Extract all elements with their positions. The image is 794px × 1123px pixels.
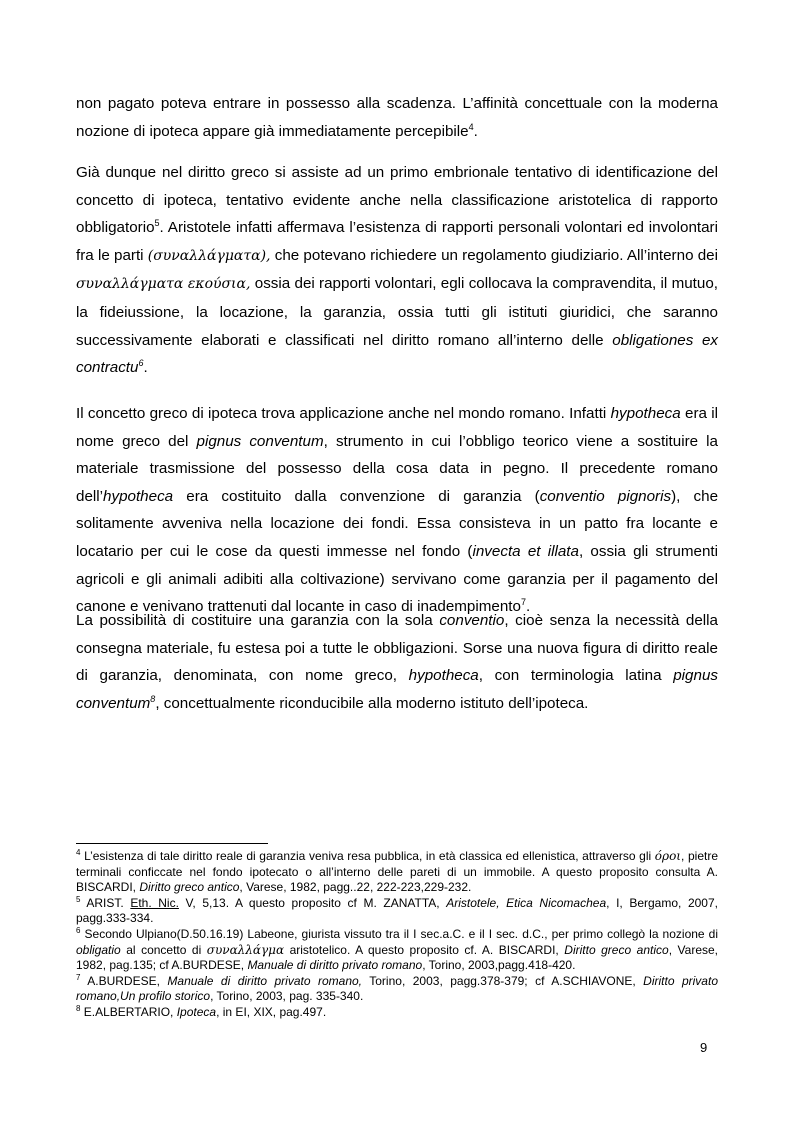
footnote-separator (76, 843, 268, 844)
greek-term: (συναλλάγματα), (147, 247, 271, 264)
paragraph-4: La possibilità di costituire una garanzia con la sola conventio, cioè senza la necessità della consegna materiale, fu estesa poi a tutte le obbligazioni. Sorse una nuova figura di diritto reale di garanzia, denominata, con nome greco, hypotheca, con terminologia latina pignus conventum$^8$, concettualmente riconducibile alla moderno istituto dell’ipoteca. (76, 612, 719, 712)
footnotes (76, 849, 718, 1021)
footnote-6: $^6$ Secondo Ulpiano(D.50.16.19) Labeone, giurista vissuto tra il I sec.a.C. e il I sec. d.C., per primo collegò la nozione di obligatio al concetto di συναλλάγμα aristotelico. A questo proposito cf. A. BISCARDI, Diritto greco antico, Varese, 1982, pag.135; cf A.BURDESE, Manuale di diritto privato romano, Torino, 2003,pagg.418-420. (76, 925, 718, 973)
footnote-4: $^4$ L’esistenza di tale diritto reale di garanzia veniva resa pubblica, in età classica ed ellenistica, attraverso gli όροι, pietre terminali conficcate nel fondo ipotecato o all’interno delle pareti di un immobile. A questo proposito consulta A. BISCARDI, Diritto greco antico, Varese, 1982, pagg..22, 222-223,229-232. (76, 848, 718, 895)
footnote-ref-5[interactable]: 5 (154, 218, 160, 229)
footnote-5: $^5$ ARIST. Eth. Nic. V, 5,13. A questo proposito cf M. ZANATTA, Aristotele, Etica Nicomachea, I, Bergamo, 2007, pagg.333-334. (76, 894, 718, 926)
greek-term: συναλλάγματα εκούσια, (76, 276, 251, 293)
page-number: 9 (700, 1040, 708, 1055)
paragraph-2: Già dunque nel diritto greco si assiste ad un primo embrionale tentativo di identificazione del concetto di ipoteca, tentativo evidente anche nella classificazione aristotelica di rapporto obbligatorio$^5$. Aristotele infatti affermava l’esistenza di rapporti personali volontari ed involontari fra le parti (συναλλάγματα), che potevano richiedere un regolamento giudiziario. All’interno dei συναλλάγματα εκούσια, ossia dei rapporti volontari, egli collocava la compravendita, il mutuo, la fideiussione, la locazione, la garanzia, ossia tutti gli istituti giuridici, che saranno successivamente elaborati e classificati nel diritto romano all’interno delle obligationes ex contractu$^6$. (76, 164, 719, 377)
paragraph-3: Il concetto greco di ipoteca trova applicazione anche nel mondo romano. Infatti hypotheca era il nome greco del pignus conventum, strumento in cui l’obbligo teorico viene a sostituire la materiale trasmissione del possesso della cosa data in pegno. Il precedente romano dell’hypotheca era costituito dalla convenzione di garanzia (conventio pignoris), che solitamente avveniva nella locazione dei fondi. Essa consisteva in un patto fra locante e locatario per cui le cose da questi immesse nel fondo (invecta et illata, ossia gli strumenti agricoli e gli animali adibiti alla coltivazione) servivano come garanzia per il pagamento del canone e venivano trattenuti dal locante in caso di inadempimento$^7$. (76, 405, 719, 616)
footnote-ref-6[interactable]: 6 (138, 358, 144, 369)
footnote-ref-4[interactable]: 4 (468, 121, 474, 132)
footnote-7: $^7$ A.BURDESE, Manuale di diritto privato romano, Torino, 2003, pagg.378-379; cf A.SCHIAVONE, Diritto privato romano,Un profilo storico, Torino, 2003, pag. 335-340. (76, 972, 718, 1004)
footnote-8: $^8$ E.ALBERTARIO, Ipoteca, in EI, XIX, pag.497. (76, 1003, 327, 1019)
footnote-ref-7[interactable]: 7 (520, 597, 526, 608)
footnote-ref-8[interactable]: 8 (150, 693, 156, 704)
paragraph-1: non pagato poteva entrare in possesso alla scadenza. L’affinità concettuale con la moderna nozione di ipoteca appare già immediatamente percepibile$^4$. (76, 95, 718, 140)
